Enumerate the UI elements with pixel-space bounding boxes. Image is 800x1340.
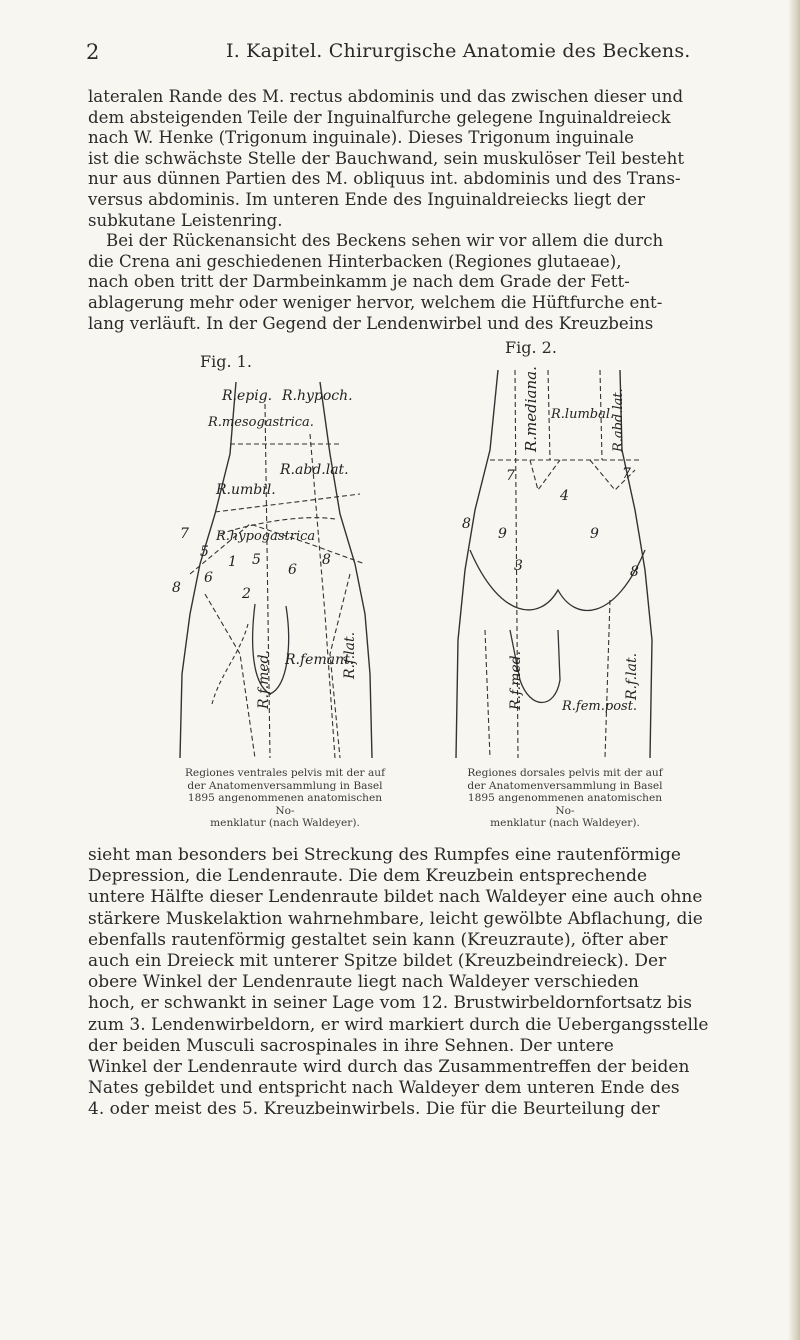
fig2-label-lumbal: R.lumbal. bbox=[551, 407, 615, 422]
text-line: der beiden Musculi sacrospinales in ihre Sehnen. Der untere bbox=[88, 1035, 614, 1056]
caption-line: Regiones dorsales pelvis mit der auf bbox=[467, 767, 663, 779]
caption-line: menklatur (nach Waldeyer). bbox=[490, 817, 640, 830]
text-line: hoch, er schwankt in seiner Lage vom 12. Brustwirbeldornfortsatz bis bbox=[88, 993, 692, 1014]
text-line: versus abdominis. Im unteren Ende des Inguinaldreiecks liegt der bbox=[88, 189, 646, 209]
fig1-label-femant: R.femant. bbox=[285, 652, 355, 668]
fig1-caption bbox=[182, 767, 388, 830]
text-line: Bei der Rückenansicht des Beckens sehen wir vor allem die durch bbox=[106, 231, 664, 251]
fig1-number: 8 bbox=[172, 580, 181, 596]
fig2-number: 9 bbox=[498, 526, 507, 542]
fig1-label: Fig. 1. bbox=[200, 352, 252, 371]
fig2-number: 8 bbox=[630, 564, 639, 580]
fig1-number: 5 bbox=[200, 544, 209, 560]
caption-line: 1895 angenommenen anatomischen No- bbox=[467, 792, 663, 817]
fig2-number: 8 bbox=[462, 516, 471, 532]
text-block-top bbox=[88, 87, 726, 334]
fig2-number: 7 bbox=[622, 466, 631, 482]
text-line: obere Winkel der Lendenraute liegt nach Waldeyer verschieden bbox=[88, 972, 639, 993]
text-line: zum 3. Lendenwirbeldorn, er wird markiert durch die Uebergangsstelle bbox=[88, 1014, 709, 1035]
text-line: die Crena ani geschiedenen Hinterbacken (Regiones glutaeae), bbox=[88, 251, 622, 271]
fig2-number: 4 bbox=[560, 488, 569, 504]
text-line: sieht man besonders bei Streckung des Rumpfes eine rautenförmige bbox=[88, 845, 681, 865]
fig1-label-epig: R.epig. bbox=[222, 388, 273, 404]
fig2-label-flat: R.f.lat. bbox=[624, 652, 640, 700]
caption-line: der Anatomenversammlung in Basel bbox=[467, 779, 663, 792]
fig1-label-umbil: R.umbil. bbox=[216, 482, 276, 498]
text-line: lang verläuft. In der Gegend der Lendenwirbel und des Kreuzbeins bbox=[88, 313, 654, 333]
text-line: lateralen Rande des M. rectus abdominis und das zwischen dieser und bbox=[88, 87, 684, 106]
fig2-number: 3 bbox=[514, 558, 523, 574]
fig1-label-abdlat: R.abd.lat. bbox=[280, 462, 349, 478]
fig2-label-fempost: R.fem.post. bbox=[562, 699, 638, 714]
fig1-number: 8 bbox=[322, 552, 331, 568]
fig2-illustration bbox=[430, 360, 690, 758]
fig2-label-fmed: R.f.med. bbox=[508, 650, 524, 710]
fig1-number: 1 bbox=[228, 554, 237, 570]
fig2-labels bbox=[462, 366, 640, 714]
text-line: ebenfalls rautenförmig gestaltet sein kann (Kreuzraute), öfter aber bbox=[88, 929, 668, 950]
fig1-label-flat: R.f.lat. bbox=[342, 631, 358, 679]
text-line: untere Hälfte dieser Lendenraute bildet nach Waldeyer eine auch ohne bbox=[88, 887, 703, 908]
text-line: nach oben tritt der Darmbeinkamm je nach dem Grade der Fett- bbox=[88, 272, 630, 292]
text-line: stärkere Muskelaktion wahrnehmbare, leicht gewölbte Abflachung, die bbox=[88, 908, 703, 929]
fig1-number: 7 bbox=[180, 526, 189, 542]
running-title: I. Kapitel. Chirurgische Anatomie des Beckens. bbox=[226, 40, 691, 62]
fig1-number: 6 bbox=[204, 570, 213, 586]
fig1-region-borders bbox=[190, 404, 365, 758]
caption-line: 1895 angenommenen anatomischen No- bbox=[187, 792, 383, 817]
caption-line: der Anatomenversammlung in Basel bbox=[187, 779, 383, 792]
text-line: Winkel der Lendenraute wird durch das Zusammentreffen der beiden bbox=[88, 1057, 690, 1078]
fig1-number: 5 bbox=[252, 552, 261, 568]
page-header bbox=[86, 40, 726, 66]
fig1-label-hypogastrica: R.hypogastrica bbox=[216, 529, 316, 544]
text-line: Nates gebildet und entspricht nach Waldeyer dem unteren Ende des bbox=[88, 1078, 680, 1099]
fig2-label-abdlat: R.abd.lat. bbox=[611, 388, 626, 452]
text-line: ist die schwächste Stelle der Bauchwand, sein muskulöser Teil besteht bbox=[88, 148, 684, 168]
fig2-number: 7 bbox=[506, 468, 515, 484]
fig1-number: 2 bbox=[242, 586, 251, 602]
fig2-label-mediana: R.mediana. bbox=[522, 366, 540, 452]
text-block-bottom bbox=[88, 845, 726, 1121]
text-line: ablagerung mehr oder weniger hervor, welchem die Hüftfurche ent- bbox=[88, 292, 663, 312]
fig1-label-hypoch: R.hypoch. bbox=[282, 388, 353, 404]
text-line: dem absteigenden Teile der Inguinalfurche gelegene Inguinaldreieck bbox=[88, 107, 671, 127]
text-line: auch ein Dreieck mit unterer Spitze bildet (Kreuzbeindreieck). Der bbox=[88, 951, 667, 972]
text-line: nur aus dünnen Partien des M. obliquus int. abdominis und des Trans- bbox=[88, 169, 681, 189]
fig1-illustration bbox=[160, 374, 420, 758]
fig2-label: Fig. 2. bbox=[505, 338, 557, 357]
caption-line: menklatur (nach Waldeyer). bbox=[210, 817, 360, 830]
text-line: Depression, die Lendenraute. Die dem Kreuzbein entsprechende bbox=[88, 866, 648, 887]
fig1-label-mesogastrica: R.mesogastrica. bbox=[208, 415, 314, 430]
page-number: 2 bbox=[86, 40, 100, 64]
text-line: subkutane Leistenring. bbox=[88, 210, 283, 230]
fig1-label-fmed: R.f.med. bbox=[256, 649, 272, 709]
caption-line: Regiones ventrales pelvis mit der auf bbox=[184, 767, 386, 779]
fig2-number: 9 bbox=[590, 526, 599, 542]
text-line: 4. oder meist des 5. Kreuzbeinwirbels. Die für die Beurteilung der bbox=[88, 1099, 660, 1120]
page-edge-shadow bbox=[788, 0, 800, 1340]
fig2-caption bbox=[462, 767, 668, 830]
text-line: nach W. Henke (Trigonum inguinale). Dieses Trigonum inguinale bbox=[88, 128, 634, 148]
fig1-number: 6 bbox=[288, 562, 297, 578]
